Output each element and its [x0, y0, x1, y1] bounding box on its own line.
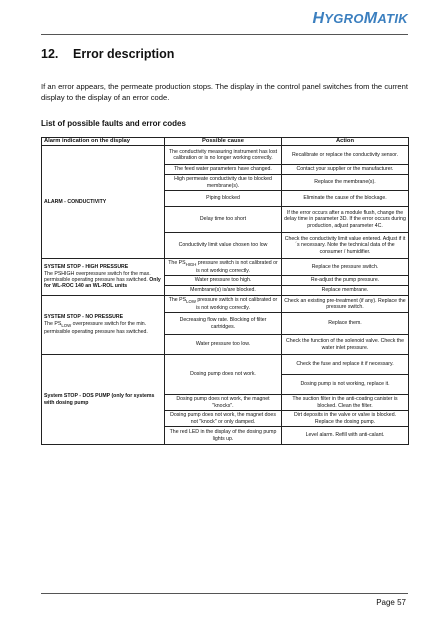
section-title: Error description — [73, 47, 175, 61]
header-divider — [41, 34, 408, 35]
cause-cell: Water pressure too high. — [165, 276, 282, 286]
action-cell: Contact your supplier or the manufacturer. — [282, 165, 409, 175]
action-cell: Replace the membrane(s). — [282, 175, 409, 191]
cause-cell: The $PS_{LOW}$ pressure switch is not calibrated or is not working correctly. — [165, 296, 282, 313]
table-row — [42, 355, 409, 375]
action-cell: Replace membrane. — [282, 286, 409, 296]
cause-cell: The red LED in the display of the dosing pump lights up. — [165, 427, 282, 445]
cause-cell: The conductivity measuring instrument has lost calibration or is no longer working correctly. — [165, 146, 282, 165]
alarm-cell-dos-pump: System STOP - DOS PUMP (only for systems with dosing pump — [42, 355, 165, 445]
action-cell: Check the function of the solenoid valve. Check the water inlet pressure. — [282, 335, 409, 355]
cause-cell: High permeate conductivity due to blocked membrane(s). — [165, 175, 282, 191]
cause-cell: The $PS_{HIGH}$ pressure switch is not calibrated or is not working correctly. — [165, 259, 282, 276]
header-cause: Possible cause — [165, 138, 282, 146]
action-cell: Level alarm. Refill with anti-calant. — [282, 427, 409, 445]
action-cell: Eliminate the cause of the blockage. — [282, 191, 409, 207]
action-cell: Check the conductivity limit value entered. Adjust if it´s necessary. Note the technical data of the consumer / humidifier. — [282, 233, 409, 259]
cause-cell: Conductivity limit value chosen too low — [165, 233, 282, 259]
cause-cell: Dosing pump does not work, the magnet does not "knock" or only damped. — [165, 411, 282, 427]
action-cell: Replace the pressure switch. — [282, 259, 409, 276]
action-cell: Check the fuse and replace it if necessary. — [282, 355, 409, 375]
cause-cell: Delay time too short — [165, 207, 282, 233]
section-heading — [41, 47, 174, 61]
table-row — [42, 296, 409, 313]
header-action: Action — [282, 138, 409, 146]
action-cell: Dirt deposits in the valve or valve is blocked. Replace the dosing pump. — [282, 411, 409, 427]
alarm-cell-no-pressure: SYSTEM STOP - NO PRESSURE The $PS_{LOW}$ overpressure switch for the min. permissible operating pressure has switched. — [42, 296, 165, 355]
action-cell: Check an existing pre-treatment (if any). Replace the pressure switch. — [282, 296, 409, 313]
action-cell: Recalibrate or replace the conductivity sensor. — [282, 146, 409, 165]
cause-cell: Piping blocked — [165, 191, 282, 207]
cause-cell: Dosing pump does not work, the magnet "knocks". — [165, 395, 282, 411]
cause-cell: Membrane(s) is/are blocked. — [165, 286, 282, 296]
action-cell: The suction filter in the anti-coating canister is blocked. Clean the filter. — [282, 395, 409, 411]
table-row — [42, 146, 409, 165]
intro-paragraph: If an error appears, the permeate production stops. The display in the control panel switches from the current display to the display of an error code. — [41, 82, 408, 102]
page-number: Page 57 — [376, 598, 406, 607]
header-alarm: Alarm indication on the display — [42, 138, 165, 146]
cause-cell: The feed water parameters have changed. — [165, 165, 282, 175]
action-cell: Replace them. — [282, 313, 409, 335]
action-cell: Re-adjust the pump pressure. — [282, 276, 409, 286]
action-cell: If the error occurs after a module flush, change the delay time in parameter 3D. If the error occurs during production, adjust parameter 4C. — [282, 207, 409, 233]
action-cell: Dosing pump is not working, replace it. — [282, 375, 409, 395]
cause-cell: Decreasing flow rate. Blocking of filter cartridges. — [165, 313, 282, 335]
table-row — [42, 259, 409, 276]
cause-cell: Dosing pump does not work. — [165, 355, 282, 395]
hygromatik-logo: HYGROMATIK — [312, 10, 408, 27]
footer-divider — [41, 593, 408, 594]
alarm-cell-conductivity: ALARM - CONDUCTIVITY — [42, 146, 165, 259]
alarm-cell-high-pressure: SYSTEM STOP - HIGH PRESSURE The PSHIGH overpressure switch for the max. permissible operating pressure has switched. Only for WL-ROC 140 an WL-ROL units — [42, 259, 165, 296]
cause-cell: Water pressure too low. — [165, 335, 282, 355]
section-number: 12. — [41, 47, 59, 61]
list-heading: List of possible faults and error codes — [41, 119, 186, 128]
error-table — [41, 137, 409, 445]
table-header-row — [42, 138, 409, 146]
